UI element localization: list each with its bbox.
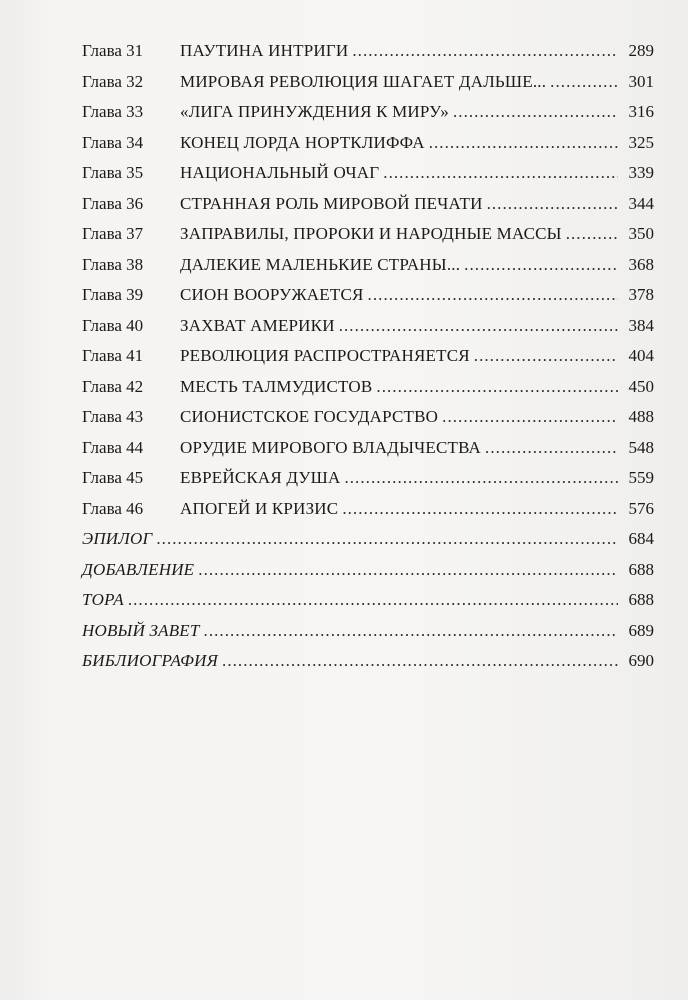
toc-entry (82, 316, 654, 347)
dot-leader (442, 407, 618, 427)
chapter-title: ОРУДИЕ МИРОВОГО ВЛАДЫЧЕСТВА (180, 437, 482, 457)
chapter-number: Глава 38 (82, 254, 144, 274)
chapter-number: Глава 39 (82, 285, 144, 304)
chapter-number: Глава 37 (82, 224, 144, 243)
chapter-title: ЭПИЛОГ (82, 529, 153, 548)
dot-leader (344, 468, 618, 488)
page-number: 384 (628, 315, 654, 335)
toc-entry (82, 102, 654, 133)
chapter-title: МИРОВАЯ РЕВОЛЮЦИЯ ШАГАЕТ ДАЛЬШЕ... (180, 71, 547, 91)
chapter-title: НАЦИОНАЛЬНЫЙ ОЧАГ (180, 163, 380, 182)
page-number: 548 (628, 437, 654, 457)
dot-leader (339, 316, 618, 336)
dot-leader (453, 102, 618, 122)
dot-leader (368, 285, 618, 305)
chapter-title: РЕВОЛЮЦИЯ РАСПРОСТРАНЯЕТСЯ (180, 346, 470, 365)
dot-leader (550, 72, 618, 92)
chapter-number: Глава 33 (82, 102, 144, 121)
toc-entry (82, 377, 654, 408)
toc-entry (82, 438, 654, 469)
toc-entry (82, 41, 654, 72)
dot-leader (429, 133, 618, 153)
dot-leader (376, 377, 618, 397)
page-number: 404 (628, 346, 654, 365)
dot-leader (474, 346, 618, 366)
chapter-number: Глава 34 (82, 132, 144, 152)
toc-entry (82, 468, 654, 499)
page-number: 488 (628, 407, 654, 426)
page-number: 690 (628, 651, 654, 670)
chapter-number: Глава 35 (82, 163, 144, 182)
chapter-title: ДАЛЕКИЕ МАЛЕНЬКИЕ СТРАНЫ... (180, 254, 461, 274)
toc-entry (82, 163, 654, 194)
page-number: 339 (628, 163, 654, 182)
chapter-number: Глава 31 (82, 41, 144, 60)
toc-entry (82, 590, 654, 621)
page-number: 350 (628, 224, 654, 243)
page-number: 368 (628, 254, 654, 274)
chapter-title: МЕСТЬ ТАЛМУДИСТОВ (180, 376, 373, 396)
dot-leader (487, 194, 618, 214)
dot-leader (485, 438, 618, 458)
dot-leader (342, 499, 618, 519)
toc-entry (82, 194, 654, 225)
toc-entry (82, 499, 654, 530)
page-number: 684 (628, 529, 654, 548)
toc-entry (82, 224, 654, 255)
chapter-number: Глава 43 (82, 407, 144, 426)
dot-leader (198, 560, 618, 580)
page-number: 450 (628, 376, 654, 396)
toc-entry (82, 529, 654, 560)
dot-leader (566, 224, 618, 244)
chapter-number: Глава 41 (82, 346, 144, 365)
chapter-number: Глава 46 (82, 498, 144, 518)
toc-entry (82, 560, 654, 591)
chapter-title: СИОНИСТСКОЕ ГОСУДАРСТВО (180, 407, 439, 426)
toc-entry (82, 407, 654, 438)
page-number: 688 (628, 559, 654, 579)
page-number: 316 (628, 102, 654, 121)
chapter-title: ПАУТИНА ИНТРИГИ (180, 41, 349, 60)
toc-entry (82, 285, 654, 316)
page-number: 301 (628, 71, 654, 91)
chapter-title: БИБЛИОГРАФИЯ (82, 651, 219, 670)
chapter-title: НОВЫЙ ЗАВЕТ (82, 620, 200, 640)
chapter-number: Глава 32 (82, 71, 144, 91)
dot-leader (464, 255, 618, 275)
toc-entry (82, 651, 654, 682)
page-number: 576 (628, 498, 654, 518)
chapter-number: Глава 42 (82, 376, 144, 396)
toc-entry (82, 133, 654, 164)
chapter-title: ЗАХВАТ АМЕРИКИ (180, 315, 335, 335)
dot-leader (383, 163, 618, 183)
table-of-contents (82, 41, 654, 682)
toc-entry (82, 72, 654, 103)
chapter-number: Глава 40 (82, 315, 144, 335)
chapter-number: Глава 45 (82, 468, 144, 487)
chapter-title: СТРАННАЯ РОЛЬ МИРОВОЙ ПЕЧАТИ (180, 193, 483, 213)
dot-leader (222, 651, 618, 671)
page-number: 325 (628, 132, 654, 152)
dot-leader (156, 529, 618, 549)
chapter-title: ЗАПРАВИЛЫ, ПРОРОКИ И НАРОДНЫЕ МАССЫ (180, 224, 562, 243)
toc-entry (82, 255, 654, 286)
chapter-title: ТОРА (82, 590, 124, 609)
page-number: 689 (628, 620, 654, 640)
chapter-number: Глава 36 (82, 193, 144, 213)
chapter-title: «ЛИГА ПРИНУЖДЕНИЯ К МИРУ» (180, 102, 449, 121)
toc-entry (82, 621, 654, 652)
chapter-number: Глава 44 (82, 437, 144, 457)
dot-leader (352, 41, 618, 61)
page-number: 688 (628, 590, 654, 609)
page-number: 378 (628, 285, 654, 304)
page-number: 289 (628, 41, 654, 60)
chapter-title: СИОН ВООРУЖАЕТСЯ (180, 285, 364, 304)
chapter-title: ДОБАВЛЕНИЕ (82, 559, 195, 579)
chapter-title: КОНЕЦ ЛОРДА НОРТКЛИФФА (180, 132, 425, 152)
page-number: 344 (628, 193, 654, 213)
toc-entry (82, 346, 654, 377)
page-number: 559 (628, 468, 654, 487)
chapter-title: АПОГЕЙ И КРИЗИС (180, 498, 339, 518)
dot-leader (128, 590, 618, 610)
dot-leader (204, 621, 618, 641)
chapter-title: ЕВРЕЙСКАЯ ДУША (180, 468, 341, 487)
